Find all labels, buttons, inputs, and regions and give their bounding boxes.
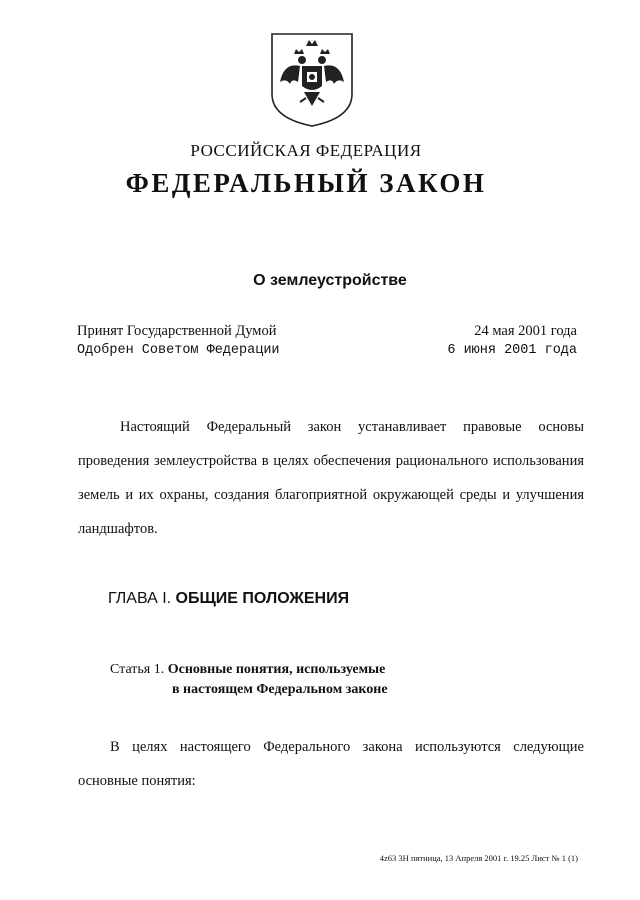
chapter-heading — [108, 590, 349, 608]
article-prefix: Статья 1. — [110, 662, 165, 677]
chapter-prefix: ГЛАВА I. — [108, 590, 172, 607]
footer-stamp: 4z63 3Н пятница, 13 Апреля 2001 г. 19.25 Лист № 1 (1) — [379, 853, 578, 863]
document-type-heading: ФЕДЕРАЛЬНЫЙ ЗАКОН — [125, 168, 487, 198]
country-heading: РОССИЙСКАЯ ФЕДЕРАЦИЯ — [190, 141, 422, 160]
law-title: О землеустройстве — [253, 272, 407, 289]
chapter-title: ОБЩИЕ ПОЛОЖЕНИЯ — [175, 590, 350, 607]
body-paragraph: В целях настоящего Федерального закона используются следующие основные понятия: — [78, 739, 584, 789]
coat-of-arms-icon — [270, 32, 354, 128]
article-title-line2: в настоящем Федеральном законе — [172, 682, 388, 697]
preamble-paragraph: Настоящий Федеральный закон устанавливает правовые основы проведения землеустройства в целях обеспечения рационального использования земель и их охраны, создания благоприятной окружающей среды и улучшения ландшафтов. — [78, 419, 584, 537]
article-title-line1: Основные понятия, используемые — [167, 662, 386, 677]
adoption-label: Одобрен Советом Федерации — [77, 343, 280, 358]
article-heading — [110, 660, 530, 700]
adoption-date: 6 июня 2001 года — [447, 343, 577, 358]
adoption-label: Принят Государственной Думой — [77, 323, 277, 339]
adoption-date: 24 мая 2001 года — [474, 323, 577, 339]
